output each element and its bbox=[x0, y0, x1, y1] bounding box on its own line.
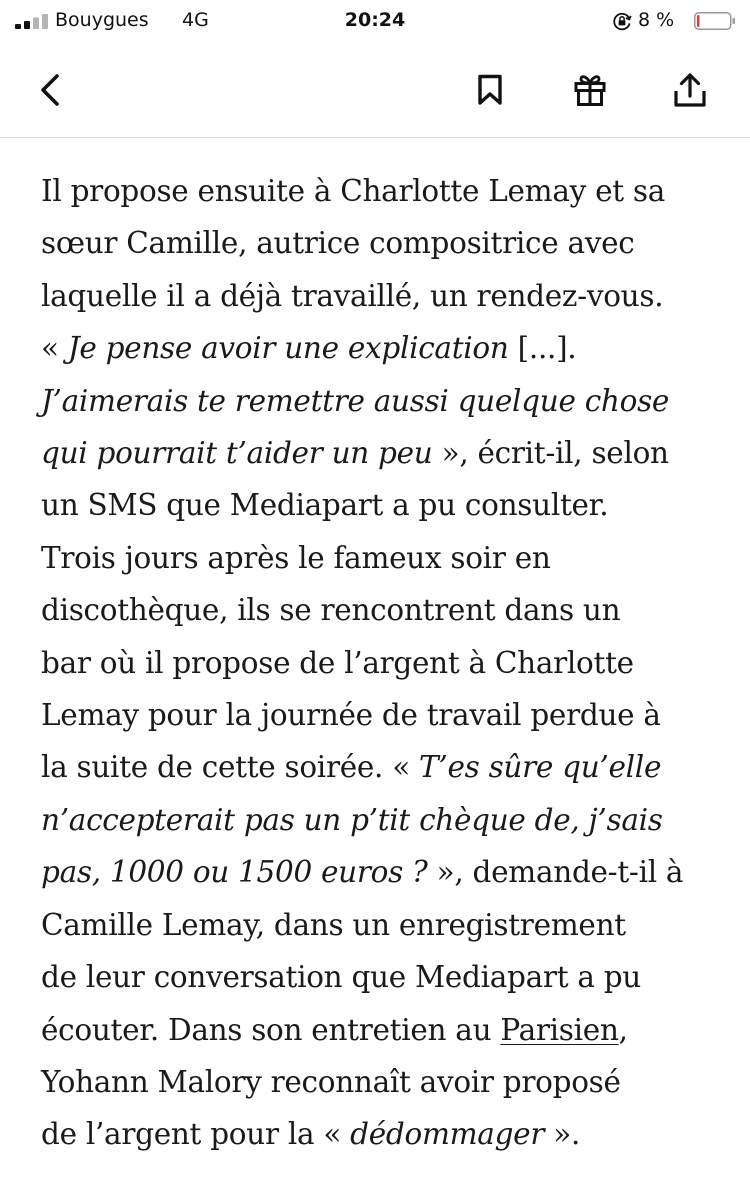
quote-text: J’aimerais te remettre aussi quelque chose bbox=[41, 383, 670, 418]
share-icon bbox=[672, 72, 708, 108]
article-line bbox=[41, 270, 721, 322]
article-link[interactable]: Parisien bbox=[500, 1012, 619, 1047]
body-text: [...]. bbox=[508, 331, 577, 366]
article-line bbox=[41, 322, 721, 374]
quote-text: T’es sûre qu’elle bbox=[419, 750, 662, 785]
status-bar bbox=[0, 0, 750, 44]
body-text: écouter. Dans son entretien au bbox=[41, 1012, 501, 1047]
quote-text: qui pourrait t’aider un peu bbox=[41, 436, 433, 471]
body-text: Yohann Malory reconnaît avoir proposé bbox=[41, 1064, 621, 1099]
body-text: bar où il propose de l’argent à Charlotte bbox=[41, 645, 634, 680]
article-line bbox=[41, 217, 721, 269]
battery-icon bbox=[694, 12, 736, 30]
body-text: discothèque, ils se rencontrent dans un bbox=[41, 593, 621, 628]
bookmark-button[interactable] bbox=[466, 66, 514, 114]
gift-button[interactable] bbox=[566, 66, 614, 114]
article-line bbox=[41, 532, 721, 584]
article-line bbox=[41, 479, 721, 531]
article-line bbox=[41, 951, 721, 1003]
quote-text: n’accepterait pas un p’tit chèque de, j’sais bbox=[41, 802, 663, 837]
body-text: la suite de cette soirée. « bbox=[41, 750, 420, 785]
body-text: laquelle il a déjà travaillé, un rendez-vous. bbox=[41, 278, 664, 313]
article-line bbox=[41, 1056, 721, 1108]
share-button[interactable] bbox=[666, 66, 714, 114]
body-text: sœur Camille, autrice compositrice avec bbox=[41, 226, 635, 261]
article-line bbox=[41, 637, 721, 689]
body-text: », écrit-il, selon bbox=[432, 436, 669, 471]
back-button[interactable] bbox=[26, 66, 74, 114]
body-text: de l’argent pour la « bbox=[41, 1117, 351, 1152]
nav-bar bbox=[0, 44, 750, 138]
article-line bbox=[41, 794, 721, 846]
body-text: un SMS que Mediapart a pu consulter. bbox=[41, 488, 609, 523]
body-text: , bbox=[618, 1012, 628, 1047]
body-text: Camille Lemay, dans un enregistrement bbox=[41, 907, 626, 942]
article-line bbox=[41, 1108, 721, 1160]
back-chevron-icon bbox=[38, 73, 62, 107]
body-text: Trois jours après le fameux soir en bbox=[41, 540, 551, 575]
body-text: « bbox=[41, 331, 68, 366]
network-type: 4G bbox=[182, 9, 209, 31]
article-line bbox=[41, 741, 721, 793]
body-text: Lemay pour la journée de travail perdue à bbox=[41, 698, 661, 733]
quote-text: dédommager bbox=[350, 1117, 545, 1152]
article-body bbox=[41, 165, 721, 1161]
battery-percent: 8 % bbox=[638, 9, 675, 31]
article-line bbox=[41, 689, 721, 741]
article-line bbox=[41, 899, 721, 951]
article-line bbox=[41, 584, 721, 636]
article-line bbox=[41, 375, 721, 427]
quote-text: Je pense avoir une explication bbox=[67, 331, 509, 366]
bookmark-icon bbox=[476, 74, 504, 106]
article-line bbox=[41, 165, 721, 217]
carrier-name: Bouygues bbox=[55, 9, 149, 31]
article-line bbox=[41, 1004, 721, 1056]
article-line bbox=[41, 846, 721, 898]
clock: 20:24 bbox=[344, 9, 406, 31]
body-text: », demande-t-il à bbox=[427, 855, 684, 890]
rotation-lock-icon bbox=[612, 11, 632, 31]
gift-icon bbox=[573, 73, 607, 107]
body-text: ». bbox=[544, 1117, 581, 1152]
quote-text: pas, 1000 ou 1500 euros ? bbox=[41, 855, 428, 890]
article-line bbox=[41, 427, 721, 479]
body-text: de leur conversation que Mediapart a pu bbox=[41, 960, 641, 995]
body-text: Il propose ensuite à Charlotte Lemay et sa bbox=[41, 174, 665, 208]
